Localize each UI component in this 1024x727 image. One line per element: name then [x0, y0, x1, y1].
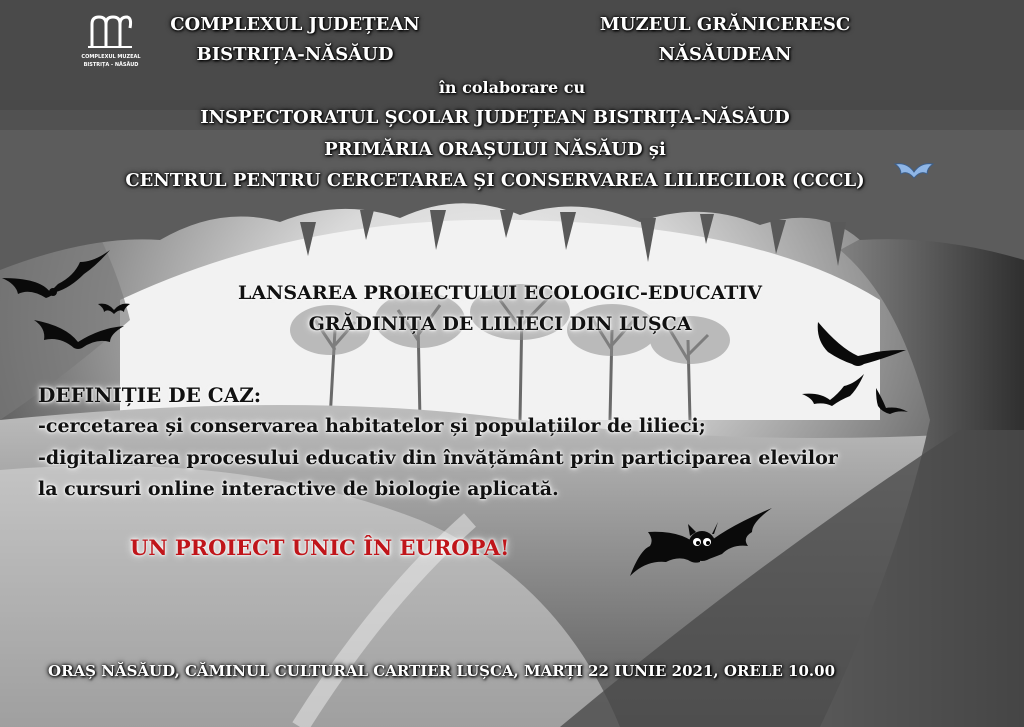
organizer-right-line2: NĂSĂUDEAN [658, 44, 792, 65]
logo-caption-line2: BISTRIȚA - NĂSĂUD [83, 62, 139, 68]
partner-line1: INSPECTORATUL ȘCOLAR JUDEȚEAN BISTRIȚA-NĂSĂUD [200, 107, 790, 128]
slogan-text: UN PROIECT UNIC ÎN EUROPA! [130, 535, 510, 560]
organizer-right-line1: MUZEUL GRĂNICERESC [599, 14, 851, 35]
blue-bat-icon [893, 158, 935, 186]
definition-item-2-cont: la cursuri online interactive de biologie aplicată. [38, 478, 559, 500]
partner-line2: PRIMĂRIA ORAȘULUI NĂSĂUD și [324, 139, 666, 160]
definition-item-2: -digitalizarea procesului educativ din învățământ prin participarea elevilor [38, 447, 838, 469]
cartoon-bat-icon [628, 502, 774, 580]
organizer-left-line2: BISTRIȚA-NĂSĂUD [196, 44, 394, 65]
bat-icon [800, 372, 870, 410]
collaboration-text: în colaborare cu [438, 78, 586, 97]
bat-icon [96, 296, 132, 318]
event-title-line2: GRĂDINIȚA DE LILIECI DIN LUȘCA [308, 313, 692, 335]
logo-caption-line1: COMPLEXUL MUZEAL [81, 54, 141, 60]
bat-icon [868, 386, 910, 418]
event-location-date: ORAȘ NĂSĂUD, CĂMINUL CULTURAL CARTIER LUȘCA, MARȚI 22 IUNIE 2021, ORELE 10.00 [48, 662, 836, 680]
event-title-line1: LANSAREA PROIECTULUI ECOLOGIC-EDUCATIV [237, 282, 763, 304]
definition-heading: DEFINIȚIE DE CAZ: [38, 383, 262, 407]
organizer-left-line1: COMPLEXUL JUDEȚEAN [170, 14, 420, 35]
logo-icon [86, 14, 134, 50]
partner-line3: CENTRUL PENTRU CERCETAREA ȘI CONSERVAREA LILIECILOR (CCCL) [125, 170, 865, 191]
bat-icon [30, 316, 126, 356]
museum-logo [80, 14, 142, 74]
bat-icon [806, 320, 910, 374]
definition-item-1: -cercetarea și conservarea habitatelor și populațiilor de lilieci; [38, 415, 706, 437]
